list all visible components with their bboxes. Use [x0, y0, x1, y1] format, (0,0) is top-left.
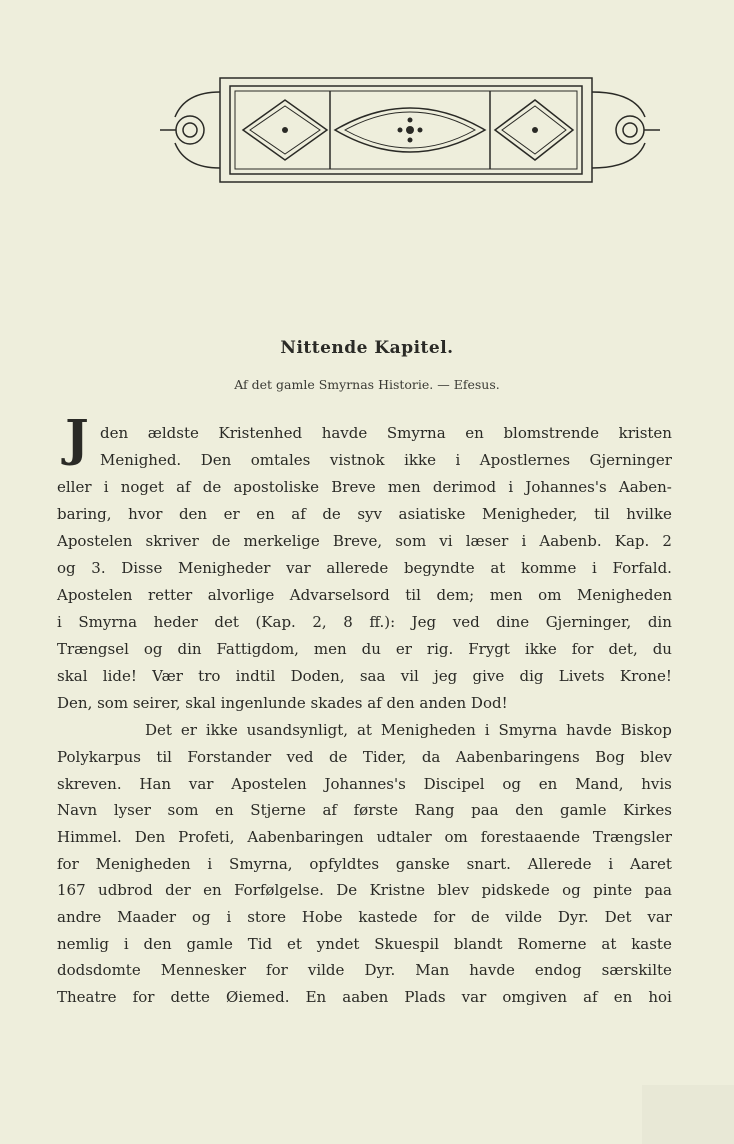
text-line: Polykarpus til Forstander ved de Tider, da Aabenbaringens Bog blev — [57, 748, 672, 766]
text-line: i Smyrna heder det (Kap. 2, 8 ff.): Jeg ved dine Gjerninger, din — [57, 613, 672, 631]
text-line: baring, hvor den er en af de syv asiatiske Menigheder, til hvilke — [57, 505, 672, 523]
page-edge-shadow — [642, 1085, 734, 1144]
text-line: skreven. Han var Apostelen Johannes's Discipel og en Mand, hvis — [57, 775, 672, 793]
text-line: nemlig i den gamle Tid et yndet Skuespil blandt Romerne at kaste — [57, 935, 672, 953]
drop-cap: J — [65, 408, 89, 467]
text-line: Apostelen retter alvorlige Advarselsord til dem; men om Menigheden — [57, 586, 672, 604]
chapter-subtitle: Af det gamle Smyrnas Historie. — Efesus. — [234, 377, 500, 392]
text-line: Himmel. Den Profeti, Aabenbaringen udtaler om forestaaende Trængsler — [57, 828, 672, 846]
text-line: Det er ikke usandsynligt, at Menigheden i Smyrna havde Biskop — [145, 721, 672, 739]
text-line: dodsdomte Mennesker for vilde Dyr. Man havde endog særskilte — [57, 961, 672, 979]
text-line: Menighed. Den omtales vistnok ikke i Apostlernes Gjerninger — [100, 451, 672, 469]
text-line: skal lide! Vær tro indtil Doden, saa vil jeg give dig Livets Krone! — [57, 667, 672, 685]
text-line: Navn lyser som en Stjerne af første Rang paa den gamle Kirkes — [57, 801, 672, 819]
text-line: Den, som seirer, skal ingenlunde skades af den anden Dod! — [57, 694, 508, 712]
text-line: eller i noget af de apostoliske Breve men derimod i Johannes's Aaben- — [57, 478, 672, 496]
text-line: 167 udbrod der en Forfølgelse. De Kristne blev pidskede og pinte paa — [57, 881, 672, 899]
text-line: den ældste Kristenhed havde Smyrna en blomstrende kristen — [100, 424, 672, 442]
header-ornament — [155, 72, 665, 190]
text-line: og 3. Disse Menigheder var allerede begyndte at komme i Forfald. — [57, 559, 672, 577]
text-line: Theatre for dette Øiemed. En aaben Plads var omgiven af en hoi — [57, 988, 672, 1006]
text-line: andre Maader og i store Hobe kastede for de vilde Dyr. Det var — [57, 908, 672, 926]
text-line: for Menigheden i Smyrna, opfyldtes ganske snart. Allerede i Aaret — [57, 855, 672, 873]
text-line: Apostelen skriver de merkelige Breve, som vi læser i Aabenb. Kap. 2 — [57, 532, 672, 550]
chapter-title: Nittende Kapitel. — [280, 338, 454, 358]
text-line: Trængsel og din Fattigdom, men du er rig. Frygt ikke for det, du — [57, 640, 672, 658]
